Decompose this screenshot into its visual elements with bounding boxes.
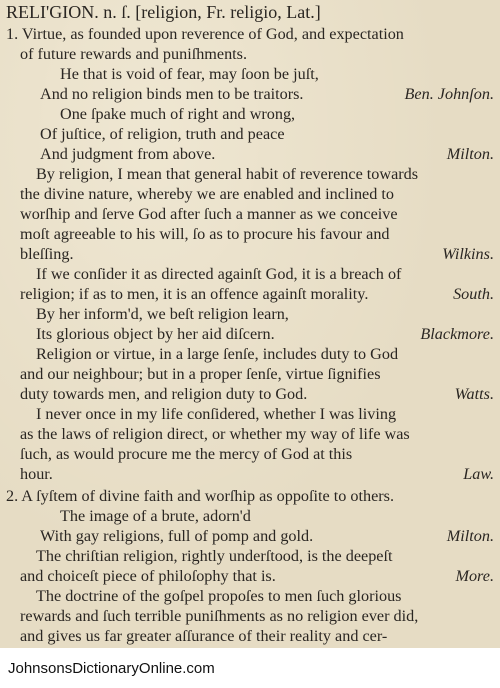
line-text: Religion or virtue, in a large ſenſe, includes duty to God [36, 345, 399, 363]
line-text: ſuch, as would procure me the mercy of God at this [20, 445, 353, 463]
author-citation: Milton. [446, 145, 494, 163]
line-text: of future rewards and puniſhments. [20, 45, 248, 63]
line-text: hour. [20, 465, 53, 483]
line-text: and gives us far greater aſſurance of their reality and cer- [20, 627, 388, 645]
line-text: 2. A ſyſtem of divine faith and worſhip as oppoſite to others. [6, 487, 394, 505]
headword: RELI'GION. n. ſ. [religion, Fr. religio, Lat.] [6, 2, 321, 22]
line-text: as the laws of religion direct, or whether my way of life was [20, 425, 410, 443]
footer-bar [0, 648, 500, 688]
site-name: JohnsonsDictionaryOnline.com [8, 660, 215, 677]
line-text: And no religion binds men to be traitors. [40, 85, 304, 103]
line-text: The doctrine of the goſpel propoſes to men ſuch glorious [36, 587, 402, 605]
line-text: religion; if as to men, it is an offence againſt morality. [20, 285, 369, 303]
author-citation: South. [453, 285, 494, 303]
author-citation: More. [455, 567, 494, 585]
line-text: I never once in my life conſidered, whether I was living [36, 405, 397, 423]
author-citation: Wilkins. [442, 245, 494, 263]
line-text: With gay religions, full of pomp and gold. [40, 527, 314, 545]
author-citation: Law. [463, 465, 494, 483]
line-text: the divine nature, whereby we are enabled and inclined to [20, 185, 394, 203]
line-text: worſhip and ſerve God after ſuch a manner as we conceive [20, 205, 398, 223]
line-text: and choiceſt piece of philoſophy that is. [20, 567, 276, 585]
line-text: Its glorious object by her aid diſcern. [36, 325, 275, 343]
line-text: and our neighbour; but in a proper ſenſe, virtue ſignifies [20, 365, 381, 383]
line-text: rewards and ſuch terrible puniſhments as no religion ever did, [20, 607, 419, 625]
line-text: And judgment from above. [40, 145, 216, 163]
line-text: The image of a brute, adorn'd [60, 507, 251, 525]
line-text: duty towards men, and religion duty to God. [20, 385, 308, 403]
author-citation: Ben. Johnſon. [404, 85, 494, 103]
line-text: He that is void of fear, may ſoon be juſt, [60, 65, 319, 83]
line-text: moſt agreeable to his will, ſo as to procure his favour and [20, 225, 390, 243]
author-citation: Blackmore. [420, 325, 494, 343]
line-text: One ſpake much of right and wrong, [60, 105, 296, 123]
line-text: If we conſider it as directed againſt God, it is a breach of [36, 265, 402, 283]
author-citation: Milton. [446, 527, 494, 545]
line-text: The chriſtian religion, rightly underſtood, is the deepeſt [36, 547, 393, 565]
line-text: By religion, I mean that general habit of reverence towards [36, 165, 419, 183]
line-text: By her inform'd, we beſt religion learn, [36, 305, 289, 323]
line-text: 1. Virtue, as founded upon reverence of God, and expectation [6, 25, 404, 43]
author-citation: Watts. [454, 385, 494, 403]
line-text: bleſſing. [20, 245, 74, 263]
line-text: Of juſtice, of religion, truth and peace [40, 125, 285, 143]
